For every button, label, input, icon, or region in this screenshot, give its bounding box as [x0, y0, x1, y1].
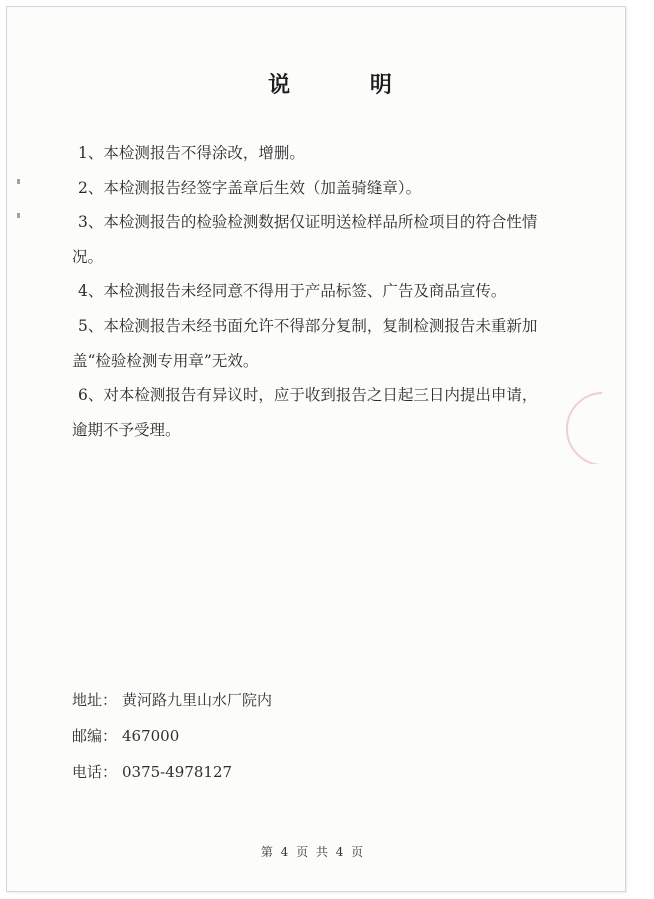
binding-mark: [17, 213, 20, 218]
phone-label: 电话：: [72, 763, 118, 781]
notes-list: [72, 136, 550, 447]
seal-stamp-partial: [566, 392, 602, 464]
contact-block: [72, 682, 272, 790]
postcode-row: [72, 718, 272, 754]
address-label: 地址：: [72, 691, 118, 709]
postcode-label: 邮编：: [72, 727, 118, 745]
postcode-value: 467000: [122, 727, 180, 745]
seal-ring: [566, 392, 602, 464]
phone-value: 0375-4978127: [122, 763, 233, 781]
note-item-2: 2、本检测报告经签字盖章后生效（加盖骑缝章）。: [78, 178, 422, 197]
note-item-3: 3、本检测报告的检验检测数据仅证明送检样品所检项目的符合性情况。: [72, 213, 538, 266]
phone-row: [72, 754, 272, 790]
note-item-1: 1、本检测报告不得涂改，增删。: [78, 144, 305, 162]
address-row: [72, 682, 272, 718]
binding-mark: [17, 179, 20, 184]
note-item-4: 4、本检测报告未经同意不得用于产品标签、广告及商品宣传。: [78, 282, 507, 301]
note-item-5: 5、本检测报告未经书面允许不得部分复制，复制检测报告未重新加盖“检验检测专用章”无效。: [72, 316, 538, 370]
note-item-6: 6、对本检测报告有异议时，应于收到报告之日起三日内提出申请，逾期不予受理。: [72, 386, 538, 439]
page-title: 说 明: [268, 72, 428, 98]
address-value: 黄河路九里山水厂院内: [122, 691, 273, 709]
page-number: 第 4 页 共 4 页: [260, 845, 364, 859]
